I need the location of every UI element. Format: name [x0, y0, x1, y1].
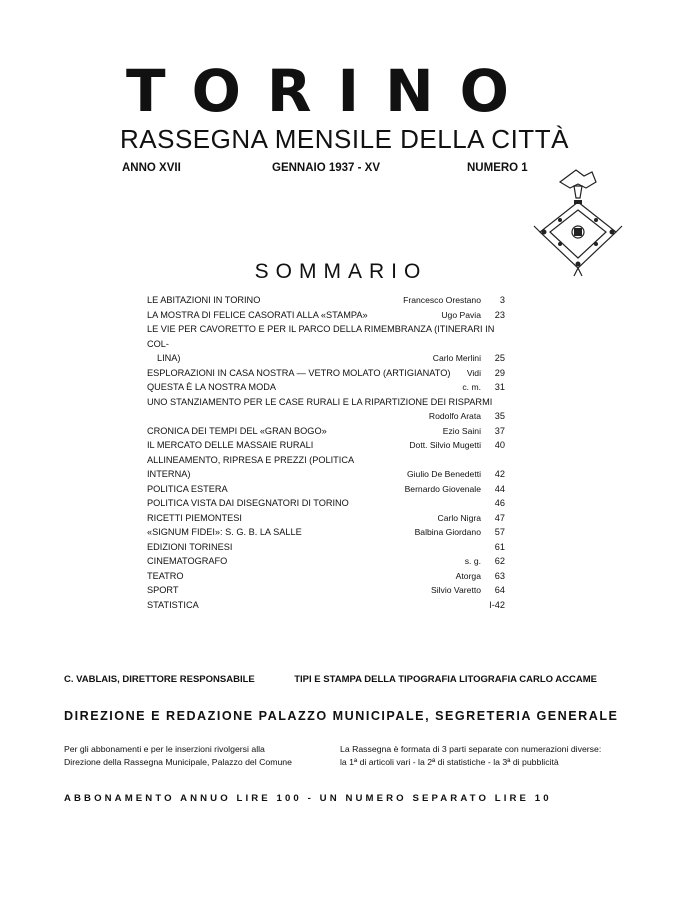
entry-author: Bernardo Giovenale [404, 483, 481, 494]
entry-title: LA MOSTRA DI FELICE CASORATI ALLA «STAMPA» [147, 309, 368, 320]
entry-title: «SIGNUM FIDEI»: S. G. B. LA SALLE [147, 527, 302, 537]
entry-page: 61 [494, 541, 505, 552]
issue-year: ANNO XVII [122, 162, 181, 174]
entry-page: 62 [494, 556, 505, 566]
list-item [147, 424, 505, 439]
list-item [147, 322, 505, 366]
entry-page: 64 [494, 585, 505, 595]
entry-title: SPORT [147, 585, 179, 595]
entry-title: POLITICA VISTA DAI DISEGNATORI DI TORINO [147, 498, 349, 508]
entry-title: IL MERCATO DELLE MASSAIE RURALI [147, 440, 314, 450]
list-item [147, 554, 505, 569]
entry-page: 25 [494, 353, 505, 363]
entry-title-continued [157, 409, 429, 424]
list-item [147, 525, 505, 540]
entry-title: TEATRO [147, 570, 184, 581]
issue-date: GENNAIO 1937 - XV [272, 162, 381, 174]
entry-page: 44 [494, 483, 505, 494]
list-item [147, 482, 505, 497]
entry-page: 63 [494, 570, 505, 581]
entry-author: c. m. [462, 382, 481, 392]
entry-author: Vidi [466, 367, 481, 378]
list-item [147, 453, 505, 482]
subscription-note: Per gli abbonamenti e per le inserzioni rivolgersi alla Direzione della Rassegna Municipale, Palazzo del Comune [64, 744, 292, 767]
list-item [147, 569, 505, 584]
entry-title: CINEMATOGRAFO [147, 556, 228, 566]
list-item [147, 540, 505, 555]
printer-credit: TIPI E STAMPA DELLA TIPOGRAFIA LITOGRAFIA CARLO ACCAME [294, 674, 597, 685]
list-item [147, 380, 505, 395]
issue-number: NUMERO 1 [467, 162, 528, 174]
entry-page: 46 [494, 498, 505, 508]
entry-page: 47 [494, 512, 505, 523]
entry-title: QUESTA È LA NOSTRA MODA [147, 382, 276, 392]
list-item [147, 511, 505, 526]
entry-author: s. g. [464, 556, 481, 566]
direzione-line: DIREZIONE E REDAZIONE PALAZZO MUNICIPALE, SEGRETERIA GENERALE [64, 709, 619, 723]
entry-page: 40 [494, 440, 505, 450]
table-of-contents [147, 293, 505, 612]
sommario-heading: SOMMARIO [254, 260, 428, 283]
entry-page: 37 [494, 425, 505, 436]
structure-note: La Rassegna è formata di 3 parti separate con numerazioni diverse: la 1ª di articoli vari - la 2ª di statistiche - la 3ª di pubblicità [340, 744, 602, 767]
entry-page: 29 [494, 367, 505, 378]
entry-page: 42 [494, 469, 505, 479]
list-item [147, 438, 505, 453]
entry-author: Giulio De Benedetti [406, 469, 481, 479]
magazine-subtitle: RASSEGNA MENSILE DELLA CITTÀ [120, 124, 569, 154]
entry-page: 3 [499, 295, 505, 305]
entry-author: Dott. Silvio Mugetti [409, 440, 481, 450]
entry-title: LE ABITAZIONI IN TORINO [147, 295, 261, 305]
entry-page: 35 [494, 411, 505, 421]
entry-title: UNO STANZIAMENTO PER LE CASE RURALI E LA RIPARTIZIONE DEI RISPARMI [147, 396, 493, 407]
entry-author: Carlo Nigra [437, 512, 481, 523]
list-item [147, 496, 505, 511]
entry-author: Balbina Giordano [414, 527, 481, 537]
entry-author: Atorga [455, 570, 481, 581]
entry-title: ESPLORAZIONI IN CASA NOSTRA — VETRO MOLATO (ARTIGIANATO) [147, 367, 451, 378]
credits-line [64, 674, 597, 685]
entry-title: RICETTI PIEMONTESI [147, 512, 242, 523]
entry-author: Ugo Pavia [441, 309, 481, 320]
entry-title: CRONICA DEI TEMPI DEL «GRAN BOGO» [147, 425, 327, 436]
entry-page: 31 [494, 382, 505, 392]
list-item [147, 598, 505, 613]
entry-author: Carlo Merlini [432, 353, 481, 363]
entry-author: Ezio Saini [442, 425, 481, 436]
subscription-price-line: ABBONAMENTO ANNUO LIRE 100 - UN NUMERO SEPARATO LIRE 10 [64, 793, 552, 804]
entry-title-continued: LINA) [157, 353, 181, 363]
entry-title: LE VIE PER CAVORETTO E PER IL PARCO DELLA RIMEMBRANZA (ITINERARI IN COL- [147, 324, 495, 349]
list-item [147, 395, 505, 424]
list-item [147, 308, 505, 323]
entry-page: 23 [494, 309, 505, 320]
magazine-title: TORINO [126, 57, 535, 125]
director-credit: C. VABLAIS, DIRETTORE RESPONSABILE [64, 674, 255, 685]
entry-title: POLITICA ESTERA [147, 483, 228, 494]
entry-author: Silvio Varetto [431, 585, 481, 595]
entry-page: I-42 [489, 599, 505, 610]
list-item [147, 366, 505, 381]
entry-title: STATISTICA [147, 599, 199, 610]
entry-title: ALLINEAMENTO, RIPRESA E PREZZI (POLITICA INTERNA) [147, 454, 354, 479]
entry-title: EDIZIONI TORINESI [147, 541, 233, 552]
entry-author: Rodolfo Arata [428, 411, 481, 421]
entry-author: Francesco Orestano [403, 295, 481, 305]
list-item [147, 293, 505, 308]
entry-page: 57 [494, 527, 505, 537]
list-item [147, 583, 505, 598]
